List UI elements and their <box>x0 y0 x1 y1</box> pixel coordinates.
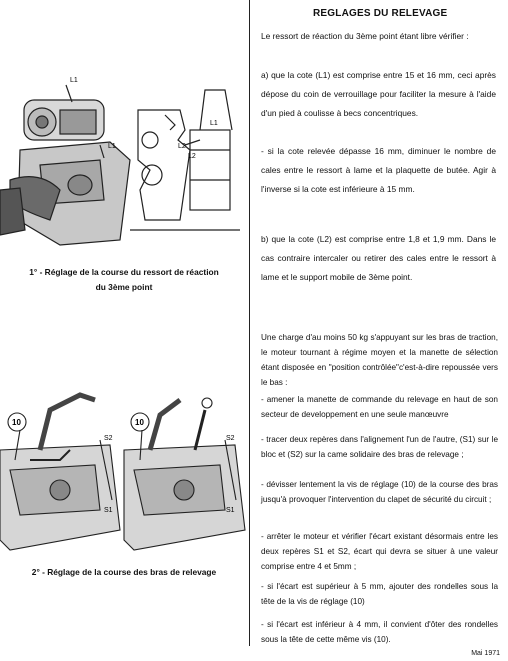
figure-reaction-spring <box>0 70 248 260</box>
step-4: - arrêter le moteur et vérifier l'écart existant désormais entre les deux repères S1 et S2, écart qui devra se situer à une valeur comprise entre 4 et 5mm ; <box>261 532 498 571</box>
fig1-label-l2-b: L2 <box>188 153 196 160</box>
step-3: - dévisser lentement la vis de réglage (10) de la course des bras jusqu'à provoquer l'intervention du clapet de sécurité du circuit ; <box>261 480 498 504</box>
fig2-label-s1-a: S1 <box>104 507 113 514</box>
fig1-label-l1-c: L1 <box>210 120 218 127</box>
paragraph-a: a) que la cote (L1) est comprise entre 15 et 16 mm, ceci après dépose du coin de verrouillage pour faciliter la mesure à l'aide d'un pied à coulisse à becs concentriques. <box>261 70 496 118</box>
step-6: - si l'écart est inférieur à 4 mm, il convient d'ôter des rondelles sous la tête de cette même vis (10). <box>261 620 498 644</box>
paragraph-b: b) que la cote (L2) est comprise entre 1,8 et 1,9 mm. Dans le cas contraire intercaler ou retirer des cales entre le ressort à lame et le support mobile de 3ème point. <box>261 234 496 282</box>
fig2-label-s2-a: S2 <box>104 435 113 442</box>
figure-lift-arms <box>0 390 248 555</box>
caption-figure-2: 2° - Réglage de la course des bras de relevage <box>31 567 217 577</box>
step-2: - tracer deux repères dans l'alignement l'un de l'autre, (S1) sur le bloc et (S2) sur la came solidaire des bras de relevage ; <box>261 435 498 459</box>
caption-figure-1 <box>0 265 248 295</box>
caption-1-line-2: du 3ème point <box>95 282 153 292</box>
fig2-label-s1-b: S1 <box>226 507 235 514</box>
step-1: - amener la manette de commande du relevage en haut de son secteur de developpement en une seule manœuvre <box>261 395 498 419</box>
fig1-label-l1-a: L1 <box>70 77 78 84</box>
caption-1-line-1: 1° - Réglage de la course du ressort de réaction <box>29 267 219 277</box>
step-5: - si l'écart est supérieur à 5 mm, ajouter des rondelles sous la tête de la vis de réglage (10) <box>261 582 498 606</box>
page-footer: Mai 1971 <box>471 650 500 657</box>
column-divider <box>249 0 250 646</box>
fig2-label-s2-b: S2 <box>226 435 235 442</box>
fig2-label-10-a: 10 <box>12 418 21 427</box>
fig2-label-10-b: 10 <box>135 418 144 427</box>
paragraph-adjust: - si la cote relevée dépasse 16 mm, diminuer le nombre de cales entre le ressort à lame et la plaquette de butée. Agir à l'inverse si la cote est inférieure à 15 mm. <box>261 146 496 194</box>
page-title: REGLAGES DU RELEVAGE <box>313 8 448 19</box>
fig1-label-l1-b: L1 <box>108 143 116 150</box>
paragraph-charge: Une charge d'au moins 50 kg s'appuyant sur les bras de traction, le moteur tournant à régime moyen et la manette de sélection étant disposée en "position contrôlée"c'est-à-dire repoussée vers le bas : <box>261 333 498 387</box>
fig1-label-l2-a: L2 <box>178 143 186 150</box>
intro-paragraph: Le ressort de réaction du 3ème point étant libre vérifier : <box>261 31 469 41</box>
